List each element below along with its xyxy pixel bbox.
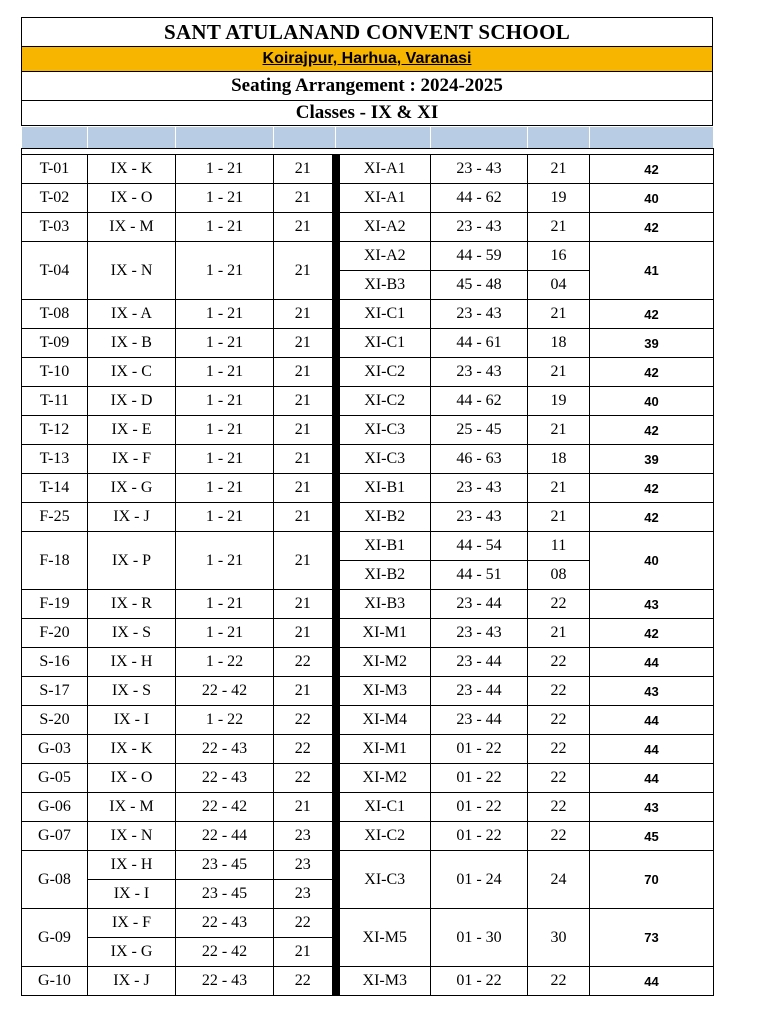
xi-roll-cell: 01 - 22 xyxy=(431,967,528,996)
total-cell: 40 xyxy=(590,184,714,213)
room-cell: T-04 xyxy=(22,242,88,300)
xi-count-cell: 21 xyxy=(528,155,590,184)
ix-roll-cell: 1 - 21 xyxy=(176,387,274,416)
room-cell: F-19 xyxy=(22,590,88,619)
room-cell: T-02 xyxy=(22,184,88,213)
xi-class-cell: XI-B1 xyxy=(336,474,431,503)
xi-roll-cell: 25 - 45 xyxy=(431,416,528,445)
room-cell: S-17 xyxy=(22,677,88,706)
total-cell: 44 xyxy=(590,648,714,677)
ix-roll-cell: 1 - 21 xyxy=(176,329,274,358)
xi-count-cell: 18 xyxy=(528,445,590,474)
ix-roll-cell: 1 - 21 xyxy=(176,416,274,445)
xi-class-cell: XI-M2 xyxy=(336,764,431,793)
ix-count-cell: 22 xyxy=(274,764,336,793)
ix-class-cell: IX - H xyxy=(88,648,176,677)
ix-count-cell: 23 xyxy=(274,880,336,909)
ix-class-cell: IX - M xyxy=(88,793,176,822)
xi-roll-cell: 01 - 24 xyxy=(431,851,528,909)
ix-class-cell: IX - G xyxy=(88,474,176,503)
ix-count-cell: 22 xyxy=(274,967,336,996)
total-cell: 70 xyxy=(590,851,714,909)
xi-count-cell: 18 xyxy=(528,329,590,358)
xi-roll-cell: 23 - 43 xyxy=(431,213,528,242)
ix-roll-cell: 22 - 43 xyxy=(176,967,274,996)
ix-class-cell: IX - I xyxy=(88,880,176,909)
xi-roll-cell: 23 - 43 xyxy=(431,155,528,184)
table-row xyxy=(22,242,714,271)
room-cell: T-09 xyxy=(22,329,88,358)
table-row xyxy=(22,793,714,822)
table-row xyxy=(22,387,714,416)
ix-class-cell: IX - K xyxy=(88,155,176,184)
room-cell: T-03 xyxy=(22,213,88,242)
xi-class-cell: XI-C2 xyxy=(336,387,431,416)
ix-count-cell: 21 xyxy=(274,503,336,532)
xi-class-cell: XI-M1 xyxy=(336,619,431,648)
ix-roll-cell: 1 - 21 xyxy=(176,445,274,474)
xi-roll-cell: 44 - 51 xyxy=(431,561,528,590)
room-cell: T-01 xyxy=(22,155,88,184)
xi-class-cell: XI-C1 xyxy=(336,793,431,822)
xi-class-cell: XI-A1 xyxy=(336,184,431,213)
ix-class-cell: IX - I xyxy=(88,706,176,735)
ix-count-cell: 23 xyxy=(274,822,336,851)
ix-count-cell: 21 xyxy=(274,329,336,358)
total-cell: 42 xyxy=(590,358,714,387)
ix-class-cell: IX - E xyxy=(88,416,176,445)
ix-count-cell: 21 xyxy=(274,938,336,967)
xi-roll-cell: 44 - 54 xyxy=(431,532,528,561)
total-cell: 41 xyxy=(590,242,714,300)
ix-count-cell: 21 xyxy=(274,358,336,387)
ix-count-cell: 22 xyxy=(274,706,336,735)
table-row xyxy=(22,590,714,619)
xi-roll-cell: 23 - 43 xyxy=(431,503,528,532)
xi-roll-cell: 23 - 43 xyxy=(431,300,528,329)
ix-roll-cell: 23 - 45 xyxy=(176,880,274,909)
room-cell: T-10 xyxy=(22,358,88,387)
table-row xyxy=(22,155,714,184)
ix-roll-cell: 1 - 21 xyxy=(176,155,274,184)
header-cell xyxy=(274,127,336,149)
room-cell: G-08 xyxy=(22,851,88,909)
xi-count-cell: 21 xyxy=(528,300,590,329)
table-row xyxy=(22,329,714,358)
ix-roll-cell: 1 - 21 xyxy=(176,503,274,532)
total-cell: 73 xyxy=(590,909,714,967)
xi-roll-cell: 01 - 22 xyxy=(431,822,528,851)
ix-class-cell: IX - B xyxy=(88,329,176,358)
ix-count-cell: 21 xyxy=(274,242,336,300)
table-row xyxy=(22,619,714,648)
xi-roll-cell: 44 - 62 xyxy=(431,387,528,416)
xi-class-cell: XI-A1 xyxy=(336,155,431,184)
table-row xyxy=(22,184,714,213)
table-row xyxy=(22,822,714,851)
ix-class-cell: IX - J xyxy=(88,503,176,532)
header-cell xyxy=(176,127,274,149)
xi-class-cell: XI-B3 xyxy=(336,590,431,619)
xi-class-cell: XI-M3 xyxy=(336,677,431,706)
total-cell: 42 xyxy=(590,503,714,532)
table-row xyxy=(22,300,714,329)
xi-class-cell: XI-C2 xyxy=(336,822,431,851)
ix-roll-cell: 22 - 42 xyxy=(176,793,274,822)
table-row xyxy=(22,474,714,503)
xi-roll-cell: 44 - 59 xyxy=(431,242,528,271)
xi-class-cell: XI-B1 xyxy=(336,532,431,561)
ix-class-cell: IX - M xyxy=(88,213,176,242)
xi-count-cell: 22 xyxy=(528,793,590,822)
xi-roll-cell: 01 - 22 xyxy=(431,735,528,764)
xi-count-cell: 16 xyxy=(528,242,590,271)
ix-class-cell: IX - N xyxy=(88,822,176,851)
xi-class-cell: XI-C1 xyxy=(336,300,431,329)
total-cell: 42 xyxy=(590,474,714,503)
total-cell: 44 xyxy=(590,967,714,996)
ix-roll-cell: 22 - 42 xyxy=(176,938,274,967)
ix-roll-cell: 1 - 21 xyxy=(176,184,274,213)
xi-roll-cell: 44 - 62 xyxy=(431,184,528,213)
room-cell: T-14 xyxy=(22,474,88,503)
ix-count-cell: 21 xyxy=(274,387,336,416)
xi-class-cell: XI-M1 xyxy=(336,735,431,764)
ix-count-cell: 21 xyxy=(274,619,336,648)
ix-class-cell: IX - C xyxy=(88,358,176,387)
xi-class-cell: XI-C1 xyxy=(336,329,431,358)
xi-count-cell: 22 xyxy=(528,735,590,764)
xi-class-cell: XI-B2 xyxy=(336,503,431,532)
xi-class-cell: XI-M3 xyxy=(336,967,431,996)
xi-class-cell: XI-C3 xyxy=(336,851,431,909)
xi-roll-cell: 01 - 22 xyxy=(431,793,528,822)
school-name: SANT ATULANAND CONVENT SCHOOL xyxy=(21,17,713,47)
table-row xyxy=(22,851,714,880)
header-band xyxy=(22,127,714,149)
room-cell: S-20 xyxy=(22,706,88,735)
ix-class-cell: IX - H xyxy=(88,851,176,880)
table-row xyxy=(22,967,714,996)
xi-count-cell: 11 xyxy=(528,532,590,561)
xi-roll-cell: 01 - 22 xyxy=(431,764,528,793)
total-cell: 45 xyxy=(590,822,714,851)
xi-count-cell: 21 xyxy=(528,474,590,503)
room-cell: F-20 xyxy=(22,619,88,648)
room-cell: F-25 xyxy=(22,503,88,532)
xi-class-cell: XI-C3 xyxy=(336,416,431,445)
xi-class-cell: XI-M5 xyxy=(336,909,431,967)
xi-count-cell: 21 xyxy=(528,416,590,445)
ix-roll-cell: 22 - 43 xyxy=(176,764,274,793)
room-cell: S-16 xyxy=(22,648,88,677)
table-row xyxy=(22,677,714,706)
table-row xyxy=(22,532,714,561)
table-row xyxy=(22,503,714,532)
table-row xyxy=(22,735,714,764)
xi-count-cell: 19 xyxy=(528,387,590,416)
xi-roll-cell: 01 - 30 xyxy=(431,909,528,967)
ix-class-cell: IX - N xyxy=(88,242,176,300)
ix-class-cell: IX - O xyxy=(88,764,176,793)
ix-class-cell: IX - K xyxy=(88,735,176,764)
xi-roll-cell: 23 - 43 xyxy=(431,358,528,387)
school-address: Koirajpur, Harhua, Varanasi xyxy=(262,50,472,67)
xi-count-cell: 21 xyxy=(528,213,590,242)
xi-roll-cell: 23 - 44 xyxy=(431,706,528,735)
ix-roll-cell: 1 - 21 xyxy=(176,300,274,329)
total-cell: 44 xyxy=(590,764,714,793)
xi-count-cell: 21 xyxy=(528,503,590,532)
ix-class-cell: IX - D xyxy=(88,387,176,416)
school-address-bar xyxy=(21,47,713,72)
ix-roll-cell: 1 - 22 xyxy=(176,648,274,677)
ix-roll-cell: 1 - 21 xyxy=(176,213,274,242)
xi-count-cell: 19 xyxy=(528,184,590,213)
total-cell: 43 xyxy=(590,793,714,822)
xi-count-cell: 08 xyxy=(528,561,590,590)
ix-roll-cell: 23 - 45 xyxy=(176,851,274,880)
ix-count-cell: 21 xyxy=(274,300,336,329)
header-cell xyxy=(528,127,590,149)
ix-count-cell: 21 xyxy=(274,532,336,590)
xi-roll-cell: 23 - 43 xyxy=(431,619,528,648)
room-cell: G-05 xyxy=(22,764,88,793)
ix-count-cell: 21 xyxy=(274,590,336,619)
seating-sheet xyxy=(21,17,713,996)
header-cell xyxy=(590,127,714,149)
ix-roll-cell: 22 - 43 xyxy=(176,735,274,764)
xi-count-cell: 22 xyxy=(528,706,590,735)
room-cell: G-10 xyxy=(22,967,88,996)
ix-count-cell: 21 xyxy=(274,416,336,445)
room-cell: T-12 xyxy=(22,416,88,445)
room-cell: G-03 xyxy=(22,735,88,764)
xi-roll-cell: 23 - 44 xyxy=(431,648,528,677)
table-row xyxy=(22,706,714,735)
xi-count-cell: 24 xyxy=(528,851,590,909)
xi-count-cell: 04 xyxy=(528,271,590,300)
xi-class-cell: XI-M2 xyxy=(336,648,431,677)
ix-class-cell: IX - A xyxy=(88,300,176,329)
ix-count-cell: 21 xyxy=(274,155,336,184)
ix-class-cell: IX - S xyxy=(88,677,176,706)
table-row xyxy=(22,648,714,677)
total-cell: 42 xyxy=(590,213,714,242)
ix-class-cell: IX - J xyxy=(88,967,176,996)
xi-class-cell: XI-C3 xyxy=(336,445,431,474)
total-cell: 42 xyxy=(590,416,714,445)
xi-count-cell: 22 xyxy=(528,590,590,619)
total-cell: 39 xyxy=(590,329,714,358)
total-cell: 42 xyxy=(590,619,714,648)
ix-count-cell: 21 xyxy=(274,677,336,706)
xi-count-cell: 21 xyxy=(528,358,590,387)
ix-class-cell: IX - S xyxy=(88,619,176,648)
ix-roll-cell: 1 - 21 xyxy=(176,474,274,503)
total-cell: 40 xyxy=(590,387,714,416)
table-row xyxy=(22,909,714,938)
xi-roll-cell: 23 - 44 xyxy=(431,677,528,706)
ix-class-cell: IX - R xyxy=(88,590,176,619)
room-cell: T-13 xyxy=(22,445,88,474)
ix-roll-cell: 1 - 21 xyxy=(176,358,274,387)
xi-count-cell: 30 xyxy=(528,909,590,967)
xi-roll-cell: 45 - 48 xyxy=(431,271,528,300)
ix-roll-cell: 1 - 21 xyxy=(176,619,274,648)
header-cell xyxy=(22,127,88,149)
ix-roll-cell: 22 - 44 xyxy=(176,822,274,851)
xi-class-cell: XI-A2 xyxy=(336,213,431,242)
room-cell: T-11 xyxy=(22,387,88,416)
classes-title: Classes - IX & XI xyxy=(21,101,713,126)
xi-class-cell: XI-B3 xyxy=(336,271,431,300)
ix-class-cell: IX - P xyxy=(88,532,176,590)
room-cell: F-18 xyxy=(22,532,88,590)
seating-table xyxy=(21,126,714,996)
ix-count-cell: 22 xyxy=(274,735,336,764)
ix-roll-cell: 1 - 21 xyxy=(176,590,274,619)
room-cell: G-07 xyxy=(22,822,88,851)
header-cell xyxy=(88,127,176,149)
ix-class-cell: IX - F xyxy=(88,445,176,474)
xi-class-cell: XI-B2 xyxy=(336,561,431,590)
total-cell: 40 xyxy=(590,532,714,590)
table-row xyxy=(22,764,714,793)
total-cell: 44 xyxy=(590,706,714,735)
xi-roll-cell: 46 - 63 xyxy=(431,445,528,474)
ix-count-cell: 23 xyxy=(274,851,336,880)
ix-class-cell: IX - O xyxy=(88,184,176,213)
total-cell: 43 xyxy=(590,590,714,619)
xi-count-cell: 21 xyxy=(528,619,590,648)
ix-class-cell: IX - F xyxy=(88,909,176,938)
xi-class-cell: XI-M4 xyxy=(336,706,431,735)
xi-count-cell: 22 xyxy=(528,677,590,706)
seating-subtitle: Seating Arrangement : 2024-2025 xyxy=(21,72,713,101)
xi-roll-cell: 44 - 61 xyxy=(431,329,528,358)
ix-count-cell: 21 xyxy=(274,445,336,474)
xi-class-cell: XI-A2 xyxy=(336,242,431,271)
room-cell: G-06 xyxy=(22,793,88,822)
table-row xyxy=(22,358,714,387)
ix-class-cell: IX - G xyxy=(88,938,176,967)
total-cell: 39 xyxy=(590,445,714,474)
ix-roll-cell: 1 - 22 xyxy=(176,706,274,735)
xi-roll-cell: 23 - 44 xyxy=(431,590,528,619)
table-row xyxy=(22,445,714,474)
ix-count-cell: 22 xyxy=(274,648,336,677)
header-cell xyxy=(336,127,431,149)
table-row xyxy=(22,416,714,445)
ix-roll-cell: 1 - 21 xyxy=(176,532,274,590)
xi-count-cell: 22 xyxy=(528,764,590,793)
total-cell: 42 xyxy=(590,155,714,184)
ix-count-cell: 21 xyxy=(274,184,336,213)
total-cell: 44 xyxy=(590,735,714,764)
total-cell: 43 xyxy=(590,677,714,706)
ix-count-cell: 22 xyxy=(274,909,336,938)
ix-count-cell: 21 xyxy=(274,793,336,822)
table-row xyxy=(22,213,714,242)
ix-roll-cell: 22 - 43 xyxy=(176,909,274,938)
xi-count-cell: 22 xyxy=(528,967,590,996)
ix-roll-cell: 22 - 42 xyxy=(176,677,274,706)
ix-count-cell: 21 xyxy=(274,213,336,242)
xi-roll-cell: 23 - 43 xyxy=(431,474,528,503)
xi-count-cell: 22 xyxy=(528,822,590,851)
room-cell: T-08 xyxy=(22,300,88,329)
xi-class-cell: XI-C2 xyxy=(336,358,431,387)
header-cell xyxy=(431,127,528,149)
ix-count-cell: 21 xyxy=(274,474,336,503)
room-cell: G-09 xyxy=(22,909,88,967)
total-cell: 42 xyxy=(590,300,714,329)
ix-roll-cell: 1 - 21 xyxy=(176,242,274,300)
xi-count-cell: 22 xyxy=(528,648,590,677)
